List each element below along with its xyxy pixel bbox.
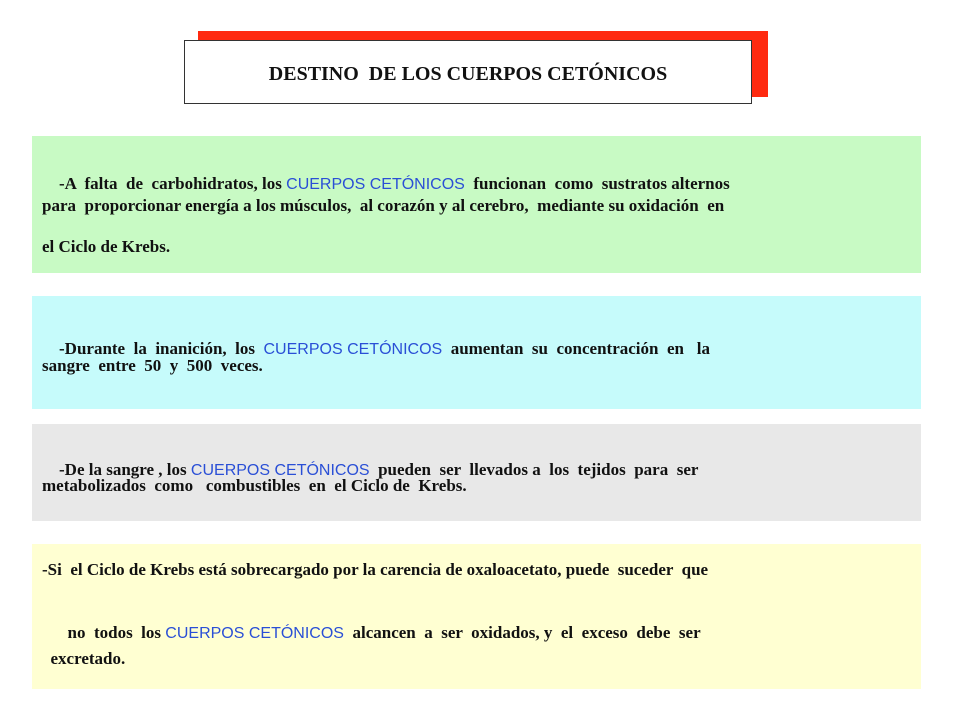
text-segment: funcionan como sustratos alternos <box>464 174 730 193</box>
panel-line: sangre entre 50 y 500 veces. <box>42 356 263 375</box>
page-title <box>184 40 752 104</box>
highlight-term: CUERPOS CETÓNICOS <box>190 462 370 479</box>
page-title-text: DESTINO DE LOS CUERPOS CETÓNICOS <box>268 62 668 85</box>
text-segment: -Durante la inanición, los <box>59 339 264 358</box>
text-segment: no todos los <box>59 623 166 642</box>
panel-starvation <box>32 296 921 409</box>
panel-krebs-overload <box>32 544 921 689</box>
text-segment: aumentan su concentración en la <box>442 339 710 358</box>
highlight-term: CUERPOS CETÓNICOS <box>165 625 344 642</box>
panel-line: el Ciclo de Krebs. <box>42 237 171 256</box>
panel-line <box>42 603 701 663</box>
panel-blood-transport <box>32 424 921 521</box>
panel-line: metabolizados como combustibles en el Ciclo de Krebs. <box>42 476 467 495</box>
highlight-term: CUERPOS CETÓNICOS <box>286 176 465 193</box>
panel-carbohydrate-deficit <box>32 136 921 273</box>
text-segment: -A falta de carbohidratos, los <box>59 174 287 193</box>
panel-line: para proporcionar energía a los músculos, al corazón y al cerebro, mediante su oxidación en <box>42 196 725 215</box>
text-segment: pueden ser llevados a los tejidos para ser <box>369 460 699 479</box>
text-segment: -De la sangre , los <box>59 460 191 479</box>
panel-line: -Si el Ciclo de Krebs está sobrecargado por la carencia de oxaloacetato, puede suceder que <box>42 560 709 579</box>
panel-line: excretado. <box>42 649 126 668</box>
text-segment: alcancen a ser oxidados, y el exceso debe ser <box>343 623 701 642</box>
highlight-term: CUERPOS CETÓNICOS <box>263 341 443 358</box>
